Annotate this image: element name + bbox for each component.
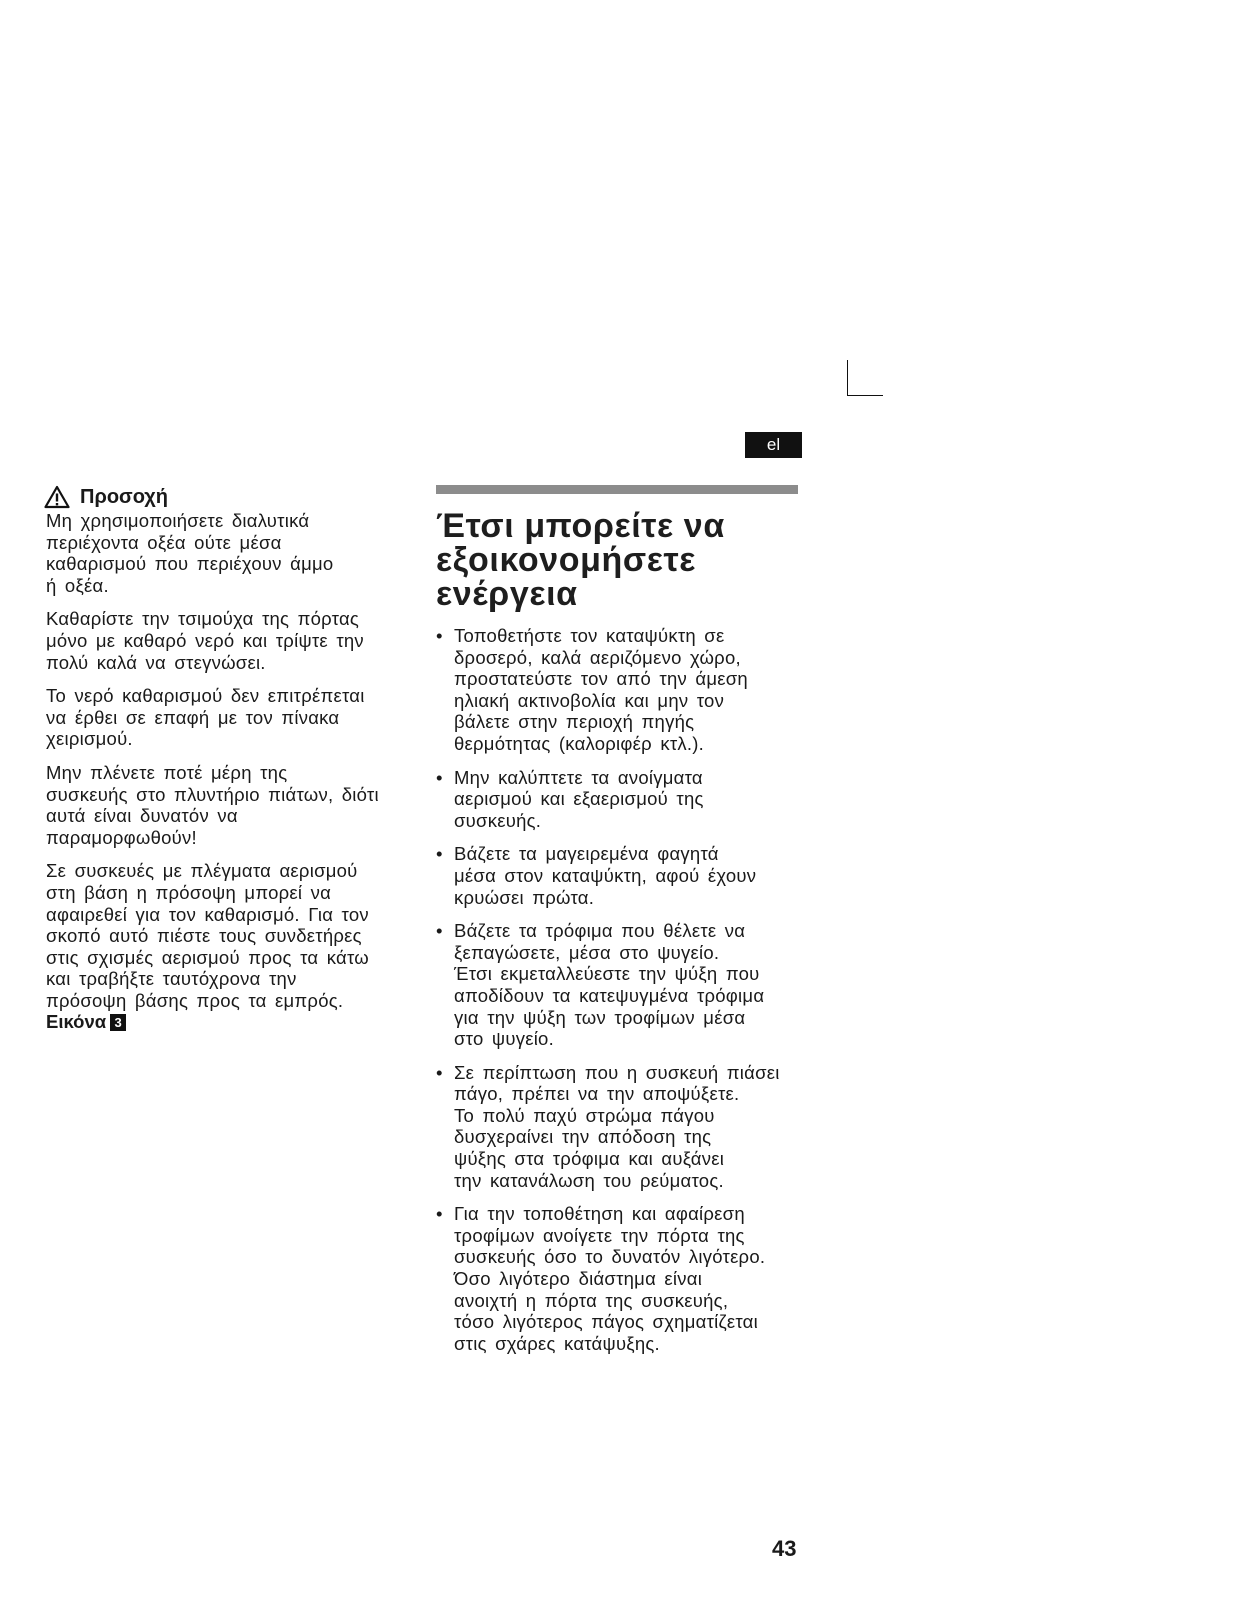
language-badge: el xyxy=(745,432,802,458)
tip-text: Για την τοποθέτηση και αφαίρεση τροφίμων ανοίγετε την πόρτα της συσκευής όσο το δυνατόν λιγότερο. Όσο λιγότερο διάστημα είναι ανοιχτή η πόρτα της συσκευής, τόσο λιγότερος πάγος σχηματίζεται στις σχάρες κατάψυξης. xyxy=(454,1203,766,1354)
energy-tips-list xyxy=(436,625,802,1354)
page-number: 43 xyxy=(772,1536,797,1561)
bullet: • xyxy=(436,843,443,865)
caution-paragraph: Μη χρησιμοποιήσετε διαλυτικά περιέχοντα οξέα ούτε μέσα καθαρισμού που περιέχουν άμμο ή οξέα. xyxy=(46,510,334,596)
list-item xyxy=(436,625,802,755)
tip-text: Μην καλύπτετε τα ανοίγματα αερισμού και εξαερισμού της συσκευής. xyxy=(454,766,704,831)
caution-paragraph: Μην πλένετε ποτέ μέρη της συσκευής στο πλυντήριο πιάτων, διότι αυτά είναι δυνατόν να παραμορφωθούν! xyxy=(46,761,379,848)
caution-paragraph: Καθαρίστε την τσιμούχα της πόρτας μόνο με καθαρό νερό και τρίψτε την πολύ καλά να στεγνώσει. xyxy=(46,608,364,673)
bullet: • xyxy=(436,1061,443,1083)
tip-text: Σε περίπτωση που η συσκευή πιάσει πάγο, πρέπει να την αποψύξετε. Το πολύ παχύ στρώμα πάγου δυσχεραίνει την απόδοση της ψύξης στα τρόφιμα και αυξάνει την κατανάλωση του ρεύματος. xyxy=(454,1061,780,1191)
caution-paragraph: Το νερό καθαρισμού δεν επιτρέπεται να έρθει σε επαφή με τον πίνακα χειρισμού. xyxy=(46,685,365,750)
tip-text: Τοποθετήστε τον καταψύκτη σε δροσερό, καλά αεριζόμενο χώρο, προστατεύστε τον από την άμεση ηλιακή ακτινοβολία και μην τον βάλετε στην περιοχή πηγής θερμότητας (καλοριφέρ κτλ.). xyxy=(454,625,748,754)
list-item xyxy=(436,843,802,908)
list-item xyxy=(436,767,802,832)
caution-heading-row xyxy=(46,484,416,510)
figure-reference xyxy=(46,1011,416,1033)
section-title: Έτσι μπορείτε να εξοικονομήσετε ενέργεια xyxy=(436,507,725,613)
warning-triangle-icon xyxy=(44,485,70,509)
section-divider xyxy=(436,485,798,494)
crop-mark xyxy=(847,360,883,396)
list-item xyxy=(436,920,802,1050)
caution-paragraph: Σε συσκευές με πλέγματα αερισμού στη βάση η πρόσοψη μπορεί να αφαιρεθεί για τον καθαρισμό. Για τον σκοπό αυτό πιέστε τους συνδετήρες στις σχισμές αερισμού προς τα κάτω και τραβήξτε ταυτόχρονα την πρόσοψη βάσης προς τα εμπρός. xyxy=(46,860,369,1011)
caution-column xyxy=(46,484,416,1033)
figure-reference-label: Εικόνα xyxy=(46,1011,107,1033)
list-item xyxy=(436,1203,802,1354)
bullet: • xyxy=(436,920,443,942)
bullet: • xyxy=(436,1203,443,1225)
figure-number-badge: 3 xyxy=(110,1014,126,1031)
list-item xyxy=(436,1062,802,1192)
tip-text: Βάζετε τα τρόφιμα που θέλετε να ξεπαγώσετε, μέσα στο ψυγείο. Έτσι εκμεταλλεύεστε την ψύξη που αποδίδουν τα κατεψυγμένα τρόφιμα για την ψύξη των τροφίμων μέσα στο ψυγείο. xyxy=(454,920,765,1050)
caution-heading: Προσοχή xyxy=(80,485,168,508)
energy-saving-section xyxy=(436,485,802,1366)
tip-text: Βάζετε τα μαγειρεμένα φαγητά μέσα στον καταψύκτη, αφού έχουν κρυώσει πρώτα. xyxy=(454,843,757,908)
bullet: • xyxy=(436,625,443,646)
bullet: • xyxy=(436,766,443,788)
